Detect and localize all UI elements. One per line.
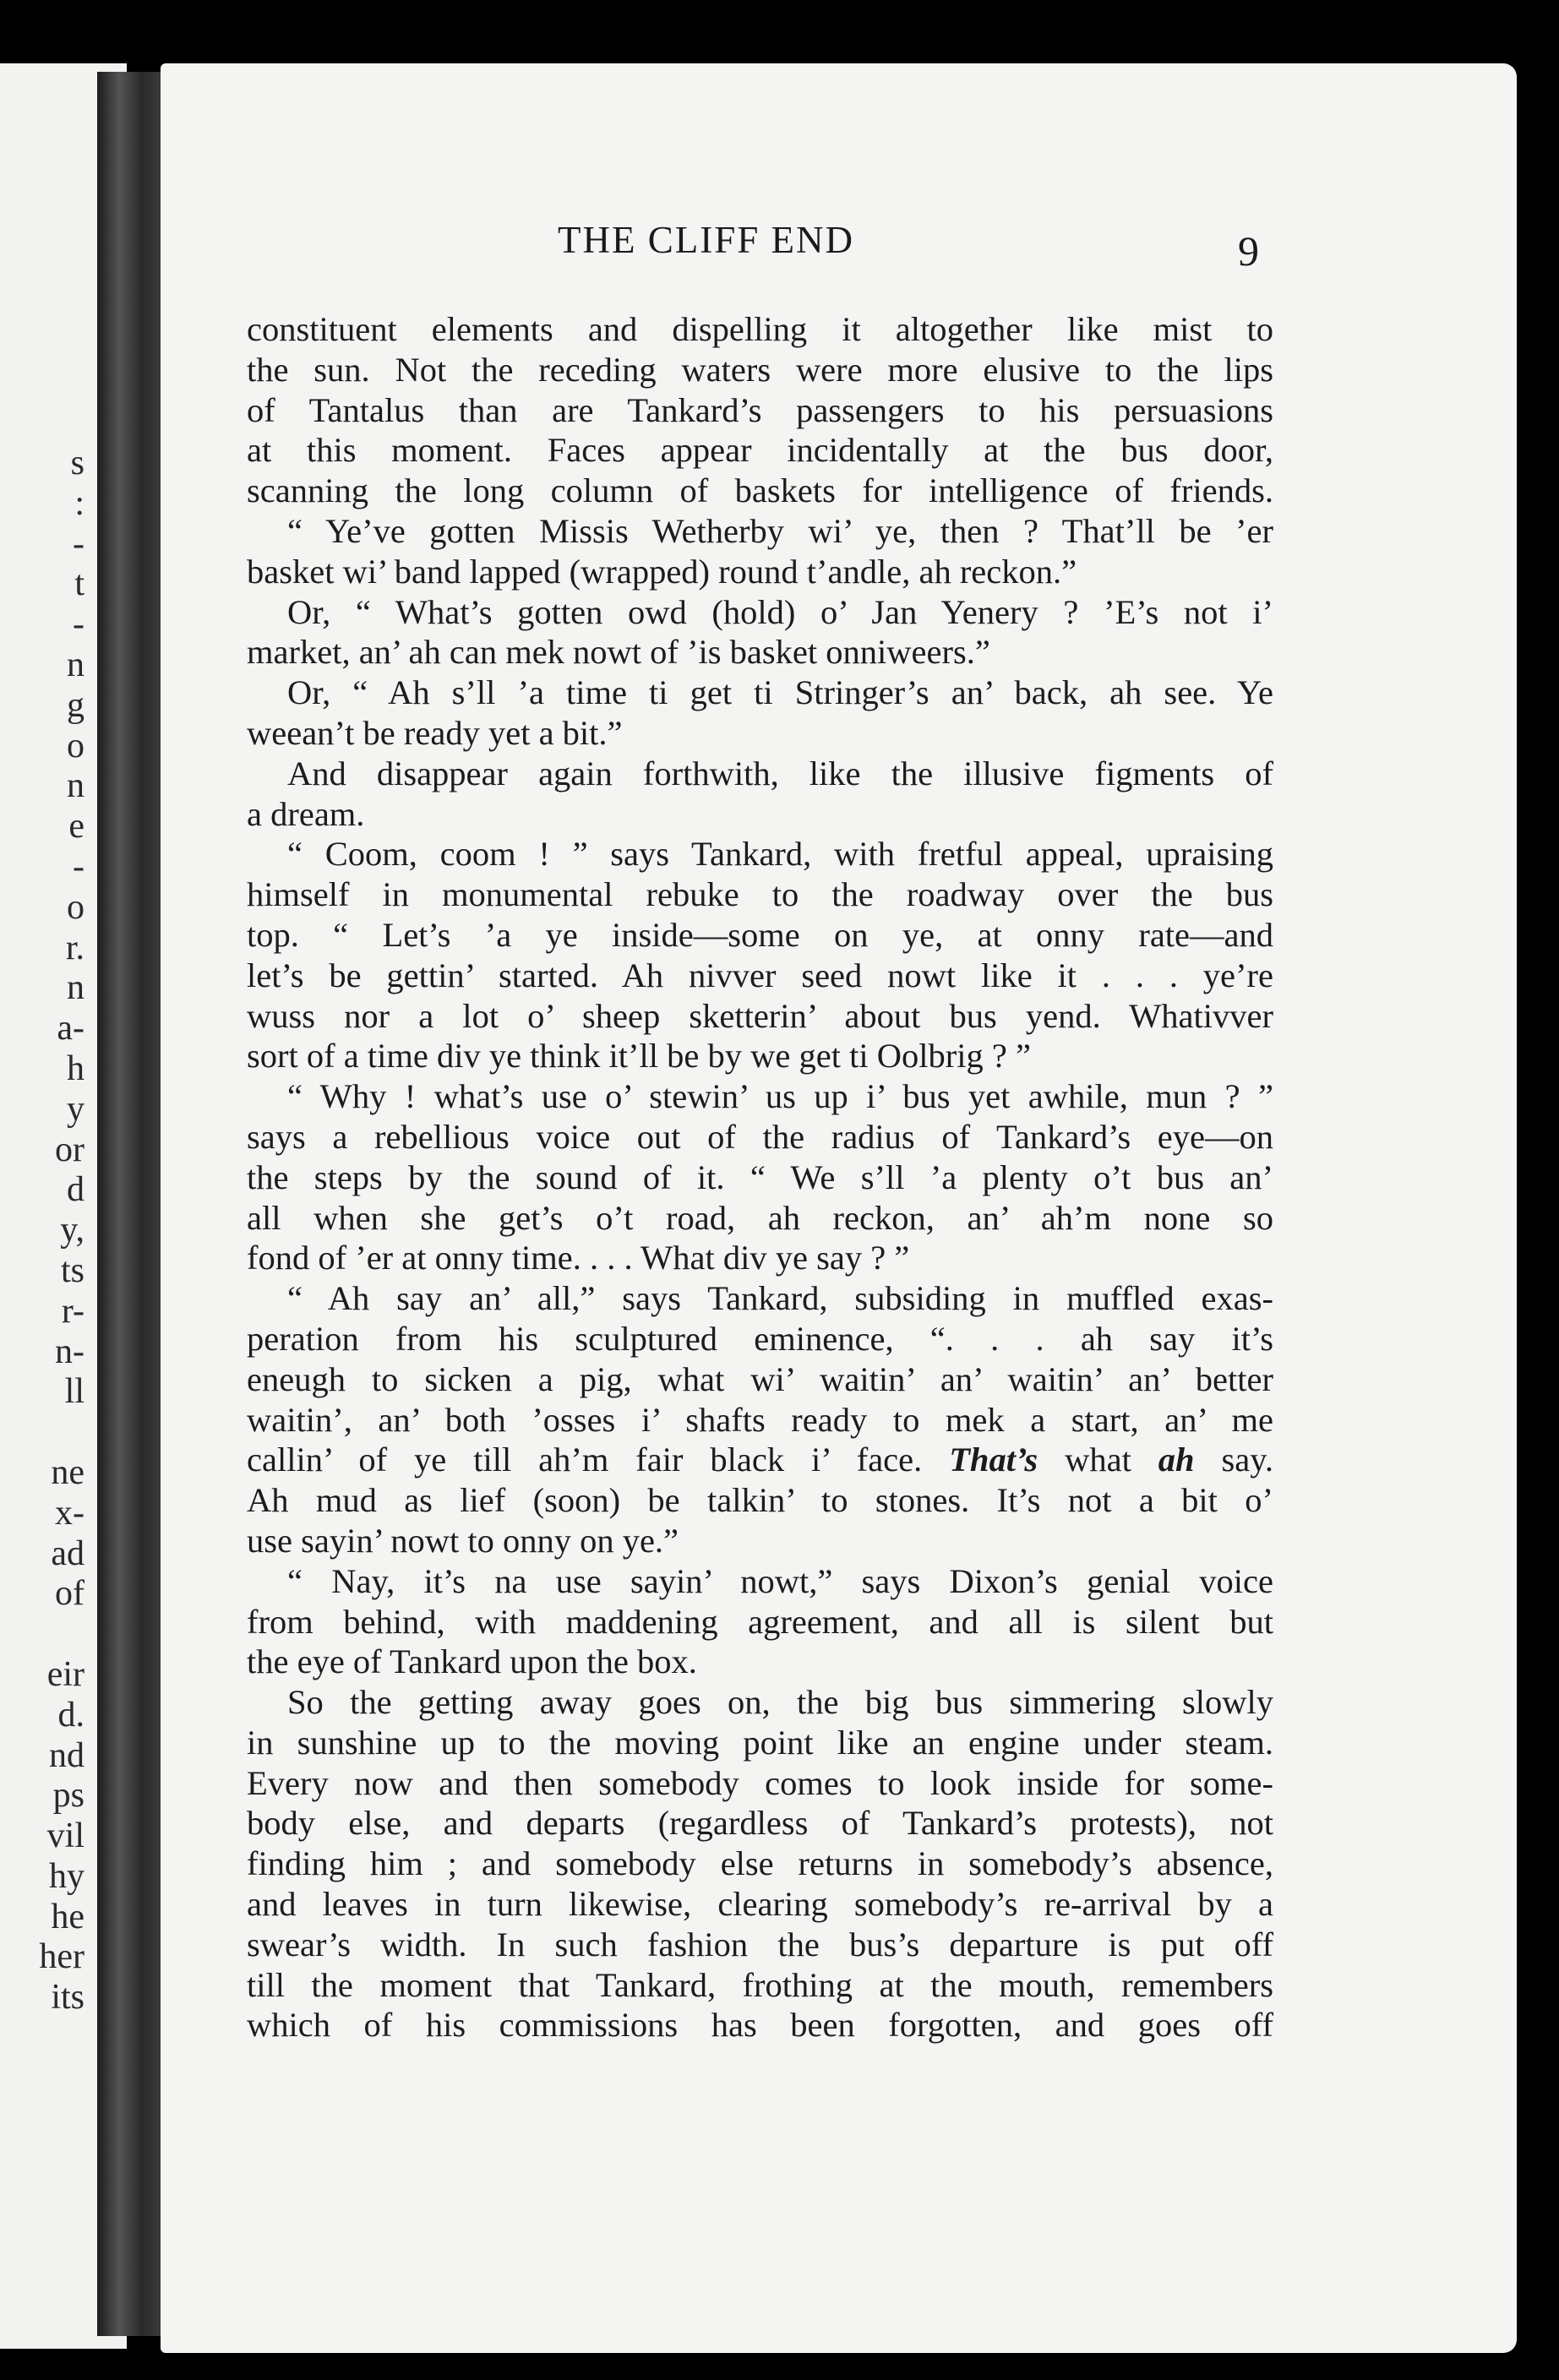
left-fragment: or [55,1130,84,1169]
text-line: waitin’, an’ both ’osses i’ shafts ready to mek a start, an’ me [247,1400,1273,1439]
left-fragment: h [67,1048,84,1088]
text-line: So the getting away goes on, the big bus simmering slowly [287,1683,1273,1722]
left-fragment: ne [51,1452,84,1492]
left-fragment [0,1413,84,1453]
left-fragment: eir [46,1654,84,1694]
left-fragment: vil [46,1816,84,1856]
text-line: “ Coom, coom ! ” says Tankard, with fretful appeal, upraising [287,835,1273,874]
text-line: “ Ah say an’ all,” says Tankard, subsiding in muffled exas- [287,1279,1273,1318]
text-line: scanning the long column of baskets for intelligence of friends. [247,471,1273,510]
left-fragment: her [39,1937,84,1977]
body-text [247,309,1273,2045]
left-fragment: - [73,524,84,564]
left-fragment [0,1615,84,1655]
text-line: in sunshine up to the moving point like an engine under steam. [247,1723,1273,1762]
text-line: says a rebellious voice out of the radius of Tankard’s eye—on [247,1117,1273,1156]
left-fragment: o [67,887,84,927]
left-fragment: : [74,483,84,523]
left-fragment: a- [57,1009,84,1048]
left-fragment: g [67,685,84,725]
text-line: and leaves in turn likewise, clearing somebody’s re-arrival by a [247,1885,1273,1924]
text-line: weean’t be ready yet a bit.” [247,713,623,752]
left-page-text-fragments [0,444,84,2018]
text-line: Every now and then somebody comes to look inside for some- [247,1763,1273,1802]
text-line: fond of ’er at onny time. . . . What div ye say ? ” [247,1239,910,1277]
left-fragment: r. [65,928,84,967]
left-fragment: ad [51,1533,84,1573]
text-line: himself in monumental rebuke to the roadway over the bus [247,875,1273,914]
left-fragment: ll [64,1372,84,1412]
left-fragment: n- [55,1332,84,1371]
text-line: “ Ye’ve gotten Missis Wetherby wi’ ye, then ? That’ll be ’er [287,511,1273,550]
left-fragment: o [67,726,84,765]
text-line: at this moment. Faces appear incidentally at the bus door, [247,431,1273,470]
text-line: of Tantalus than are Tankard’s passengers to his persuasions [247,390,1273,429]
text-line: Or, “ Ah s’ll ’a time ti get ti Stringer’s an’ back, ah see. Ye [287,673,1273,712]
text-line: finding him ; and somebody else returns in somebody’s absence, [247,1844,1273,1883]
text-line: peration from his sculptured eminence, “. . . ah say it’s [247,1319,1273,1358]
emphasis-text: That’s [949,1441,1038,1479]
left-fragment: n [67,645,84,684]
line-segment: what [1038,1441,1158,1479]
text-line: basket wi’ band lapped (wrapped) round t’andle, ah reckon.” [247,552,1077,591]
text-line: body else, and departs (regardless of Tankard’s protests), not [247,1804,1273,1843]
text-line: the steps by the sound of it. “ We s’ll ’a plenty o’t bus an’ [247,1157,1273,1196]
text-line: a dream. [247,794,365,833]
text-line: constituent elements and dispelling it altogether like mist to [247,310,1273,348]
left-fragment: hy [49,1856,84,1896]
text-line: top. “ Let’s ’a ye inside—some on ye, at onny rate—and [247,915,1273,954]
text-line: And disappear again forthwith, like the illusive figments of [287,754,1273,792]
text-line: the sun. Not the receding waters were more elusive to the lips [247,350,1273,389]
left-fragment: - [73,847,84,886]
text-line: let’s be gettin’ started. Ah nivver seed nowt like it . . . ye’re [247,956,1273,994]
left-fragment: nd [49,1735,84,1775]
text-line: swear’s width. In such fashion the bus’s departure is put off [247,1925,1273,1963]
text-line: the eye of Tankard upon the box. [247,1642,697,1681]
text-line: use sayin’ nowt to onny on ye.” [247,1521,679,1560]
text-line [247,1440,1273,1480]
left-fragment: e [68,807,84,847]
line-segment: callin’ of ye till ah’m fair black i’ face. [247,1441,950,1479]
left-fragment: t [74,564,84,604]
left-fragment: r- [61,1291,84,1331]
text-line: till the moment that Tankard, frothing at the mouth, remembers [247,1965,1273,2004]
page-number: 9 [1238,227,1261,275]
book-gutter-shadow [97,72,161,2336]
emphasis-text: ah [1158,1441,1195,1479]
text-line: all when she get’s o’t road, ah reckon, an’ ah’m none so [247,1198,1273,1237]
left-fragment: of [55,1574,84,1614]
left-fragment: ts [60,1250,84,1290]
left-fragment: y [67,1089,84,1129]
left-fragment: its [51,1978,84,2018]
text-line: from behind, with maddening agreement, and all is silent but [247,1602,1273,1641]
left-fragment: ps [52,1776,84,1816]
left-fragment: he [51,1897,84,1936]
text-line: sort of a time div ye think it’ll be by we get ti Oolbrig ? ” [247,1037,1031,1076]
left-fragment: n [67,968,84,1008]
text-line: Or, “ What’s gotten owd (hold) o’ Jan Yenery ? ’E’s not i’ [287,592,1273,631]
text-line: market, an’ ah can mek nowt of ’is basket onniweers.” [247,633,990,672]
left-fragment: d. [57,1695,84,1735]
text-line: Ah mud as lief (soon) be talkin’ to stones. It’s not a bit o’ [247,1481,1273,1520]
left-fragment: n [67,766,84,806]
text-line: eneugh to sicken a pig, what wi’ waitin’ an’ waitin’ an’ better [247,1359,1273,1398]
text-line: “ Why ! what’s use o’ stewin’ us up i’ bus yet awhile, mun ? ” [287,1077,1273,1116]
left-fragment: - [73,605,84,645]
running-head: THE CLIFF END [558,219,854,261]
text-line: which of his commissions has been forgotten, and goes off [247,2006,1273,2045]
left-fragment: d [67,1170,84,1210]
text-line: wuss nor a lot o’ sheep sketterin’ about bus yend. Whativver [247,996,1273,1035]
left-fragment: y, [60,1211,84,1250]
left-fragment: x- [55,1493,84,1533]
left-fragment: s [70,444,84,482]
line-segment: say. [1194,1441,1273,1479]
text-line: “ Nay, it’s na use sayin’ nowt,” says Dixon’s genial voice [287,1561,1273,1600]
